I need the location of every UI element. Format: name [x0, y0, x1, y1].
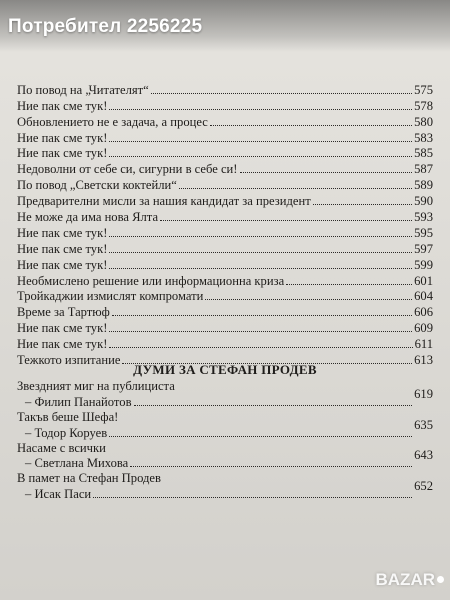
- entry-author-row: [17, 417, 433, 440]
- entry-author: – Исак Паси: [25, 487, 92, 502]
- toc-page-number: 580: [414, 114, 433, 129]
- entry-title: Такъв беше Шефа!: [17, 409, 119, 424]
- dot-leader: [109, 109, 412, 110]
- dot-leader: [109, 236, 412, 237]
- toc-title: По повод „Светски коктейли“: [17, 178, 177, 193]
- dot-leader: [93, 497, 412, 498]
- toc-page-number: 575: [414, 82, 433, 97]
- toc-page-number: 604: [414, 289, 433, 304]
- toc-page-number: 585: [414, 146, 433, 161]
- bazar-logo: [376, 570, 445, 590]
- dot-leader: [109, 436, 412, 437]
- toc-row: [17, 114, 433, 130]
- toc-page-number: 611: [414, 337, 433, 352]
- dot-leader: [109, 347, 412, 348]
- dot-leader: [210, 125, 412, 126]
- toc-page-number: 587: [414, 162, 433, 177]
- section-entry: [17, 379, 433, 410]
- section-entry: [17, 471, 433, 502]
- table-of-contents: [17, 82, 433, 368]
- dot-leader: [179, 188, 412, 189]
- toc-page-number: 593: [414, 210, 433, 225]
- entry-author-row: [17, 448, 433, 471]
- dot-leader: [240, 172, 413, 173]
- toc-row: [17, 82, 433, 98]
- entry-page-number: 635: [414, 417, 433, 432]
- toc-title: Ние пак сме тук!: [17, 337, 108, 352]
- toc-title: Тройкаджии измислят компромати: [17, 289, 204, 304]
- toc-page-number: 606: [414, 305, 433, 320]
- entry-title: В памет на Стефан Продев: [17, 471, 161, 486]
- section-entry: [17, 410, 433, 441]
- toc-title: Време за Тартюф: [17, 305, 110, 320]
- toc-title: Недоволни от себе си, сигурни в себе си!: [17, 162, 238, 177]
- watermark-bar: [0, 0, 450, 52]
- dot-leader: [286, 284, 412, 285]
- toc-page-number: 597: [414, 241, 433, 256]
- toc-title: Ние пак сме тук!: [17, 146, 108, 161]
- toc-page-number: 609: [414, 321, 433, 336]
- dot-leader: [109, 156, 412, 157]
- toc-row: [17, 193, 433, 209]
- toc-row: [17, 289, 433, 305]
- entry-author: – Филип Панайотов: [25, 394, 132, 409]
- dot-leader: [130, 466, 412, 467]
- toc-title: Ние пак сме тук!: [17, 130, 108, 145]
- entry-author: – Тодор Коруев: [25, 425, 108, 440]
- entry-author: – Светлана Михова: [25, 456, 129, 471]
- toc-page-number: 613: [414, 353, 433, 368]
- toc-title: По повод на „Читателят“: [17, 82, 149, 97]
- toc-row: [17, 225, 433, 241]
- entry-title: Насаме с всички: [17, 440, 106, 455]
- dot-leader: [109, 141, 412, 142]
- toc-page-number: 583: [414, 130, 433, 145]
- toc-title: Тежкото изпитание: [17, 353, 121, 368]
- toc-row: [17, 177, 433, 193]
- toc-page-number: 601: [414, 273, 433, 288]
- dot-leader: [134, 405, 413, 406]
- dot-leader: [313, 204, 412, 205]
- toc-page-number: 578: [414, 98, 433, 113]
- toc-row: [17, 273, 433, 289]
- dot-leader: [151, 93, 412, 94]
- section-entries: [17, 379, 433, 502]
- bazar-logo-text: BAZAR: [375, 570, 435, 589]
- entry-page-number: 619: [414, 386, 433, 401]
- dot-leader: [112, 315, 412, 316]
- dot-leader: [109, 252, 412, 253]
- toc-title: Не може да има нова Ялта: [17, 210, 159, 225]
- entry-page-number: 652: [414, 479, 433, 494]
- entry-page-number: 643: [414, 448, 433, 463]
- toc-title: Предварителни мисли за нашия кандидат за президент: [17, 194, 311, 209]
- toc-title: Ние пак сме тук!: [17, 257, 108, 272]
- dot-leader: [205, 299, 412, 300]
- toc-row: [17, 161, 433, 177]
- logo-dot-icon: [437, 576, 444, 583]
- toc-page-number: 589: [414, 178, 433, 193]
- toc-row: [17, 98, 433, 114]
- entry-title: Звездният миг на публициста: [17, 379, 175, 393]
- toc-row: [17, 320, 433, 336]
- dot-leader: [109, 268, 412, 269]
- toc-title: Обновлението не е задача, а процес: [17, 114, 208, 129]
- toc-title: Ние пак сме тук!: [17, 225, 108, 240]
- toc-row: [17, 130, 433, 146]
- dot-leader: [109, 331, 412, 332]
- toc-title: Необмислено решение или информационна криза: [17, 273, 285, 288]
- toc-title: Ние пак сме тук!: [17, 241, 108, 256]
- toc-page-number: 599: [414, 257, 433, 272]
- toc-row: [17, 257, 433, 273]
- section-entry: [17, 441, 433, 472]
- toc-row: [17, 304, 433, 320]
- toc-title: Ние пак сме тук!: [17, 98, 108, 113]
- toc-title: Ние пак сме тук!: [17, 321, 108, 336]
- toc-row: [17, 146, 433, 162]
- toc-page-number: 590: [414, 194, 433, 209]
- toc-row: [17, 209, 433, 225]
- section-heading: ДУМИ ЗА СТЕФАН ПРОДЕВ: [133, 362, 317, 377]
- toc-row: [17, 241, 433, 257]
- entry-author-row: [17, 479, 433, 502]
- user-watermark: Потребител 2256225: [8, 16, 203, 37]
- toc-row: [17, 336, 433, 352]
- toc-page-number: 595: [414, 225, 433, 240]
- dot-leader: [160, 220, 412, 221]
